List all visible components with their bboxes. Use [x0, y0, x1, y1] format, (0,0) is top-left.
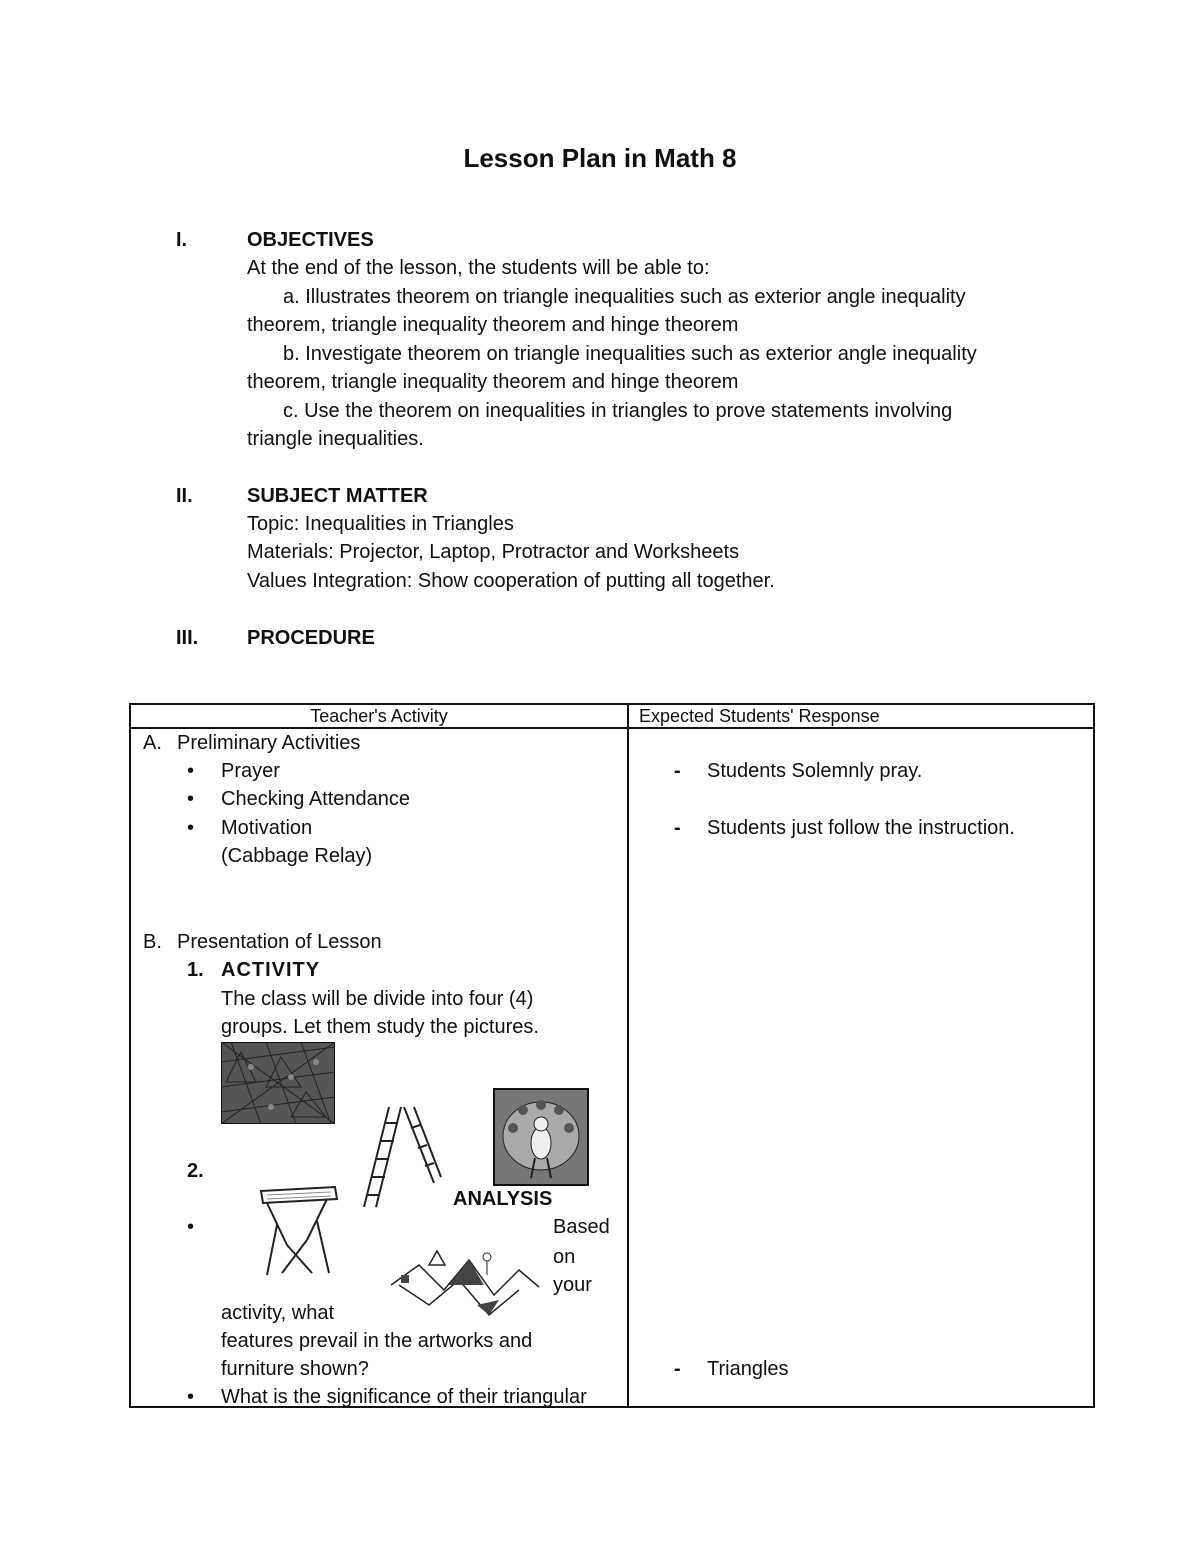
page-title: Lesson Plan in Math 8 — [463, 143, 737, 173]
dome-picture — [221, 1042, 335, 1124]
question-1-line-6: furniture shown? — [221, 1358, 369, 1380]
section-b-letter: B. — [143, 931, 162, 953]
step-1-title: ACTIVITY — [221, 959, 321, 981]
column-divider — [627, 705, 629, 1406]
bullet-icon: • — [187, 1216, 195, 1238]
section-a-letter: A. — [143, 732, 162, 754]
list-item-attendance: Checking Attendance — [221, 788, 411, 810]
procedure-table — [129, 703, 1095, 1408]
subject-materials: Materials: Projector, Laptop, Protractor and Worksheets — [247, 541, 740, 563]
question-1-word-2: on — [553, 1246, 576, 1268]
section-b-label: Presentation of Lesson — [177, 931, 382, 953]
motivation-note: (Cabbage Relay) — [221, 845, 373, 867]
subject-matter-numeral: II. — [176, 485, 193, 507]
bullet-icon: • — [187, 1386, 195, 1408]
folding-table-picture — [257, 1185, 339, 1277]
list-item-motivation: Motivation — [221, 817, 313, 839]
response-dash: - — [674, 817, 681, 839]
objective-a-line1: a. Illustrates theorem on triangle inequalities such as exterior angle inequality — [283, 286, 966, 308]
question-1-line-5: features prevail in the artworks and — [221, 1330, 533, 1352]
bullet-icon: • — [187, 817, 195, 839]
response-pray: Students Solemnly pray. — [707, 760, 923, 782]
objective-a-line2: theorem, triangle inequality theorem and hinge theorem — [247, 314, 739, 336]
objective-c-line2: triangle inequalities. — [247, 428, 424, 450]
step-2-number: 2. — [187, 1160, 204, 1182]
step-1-line1: The class will be divide into four (4) — [221, 988, 534, 1010]
list-item-prayer: Prayer — [221, 760, 280, 782]
objectives-heading: OBJECTIVES — [247, 229, 374, 251]
procedure-numeral: III. — [176, 627, 199, 649]
peacock-picture — [493, 1088, 589, 1186]
col-header-teacher: Teacher's Activity — [310, 706, 448, 726]
ladder-picture — [359, 1103, 443, 1211]
question-1-line-4: activity, what — [221, 1302, 334, 1324]
objective-c-line1: c. Use the theorem on inequalities in triangles to prove statements involving — [283, 400, 953, 422]
response-triangles: Triangles — [707, 1358, 789, 1380]
question-1-word-1: Based — [553, 1216, 610, 1238]
response-dash: - — [674, 760, 681, 782]
col-header-students: Expected Students' Response — [639, 706, 880, 726]
step-2-title: ANALYSIS — [453, 1188, 553, 1210]
bullet-icon: • — [187, 788, 195, 810]
objective-b-line2: theorem, triangle inequality theorem and hinge theorem — [247, 371, 739, 393]
subject-matter-heading: SUBJECT MATTER — [247, 485, 428, 507]
section-a-label: Preliminary Activities — [177, 732, 361, 754]
procedure-heading: PROCEDURE — [247, 627, 375, 649]
step-1-line2: groups. Let them study the pictures. — [221, 1016, 539, 1038]
objectives-numeral: I. — [176, 229, 188, 251]
step-1-number: 1. — [187, 959, 204, 981]
response-follow: Students just follow the instruction. — [707, 817, 1015, 839]
subject-topic: Topic: Inequalities in Triangles — [247, 513, 514, 535]
objective-b-line1: b. Investigate theorem on triangle inequalities such as exterior angle inequality — [283, 343, 977, 365]
question-1-word-3: your — [553, 1274, 592, 1296]
response-dash: - — [674, 1358, 681, 1380]
triangle-artwork-picture — [389, 1245, 541, 1321]
question-2: What is the significance of their triangular — [221, 1386, 587, 1408]
bullet-icon: • — [187, 760, 195, 782]
objectives-intro: At the end of the lesson, the students will be able to: — [247, 257, 710, 279]
subject-values: Values Integration: Show cooperation of putting all together. — [247, 570, 775, 592]
